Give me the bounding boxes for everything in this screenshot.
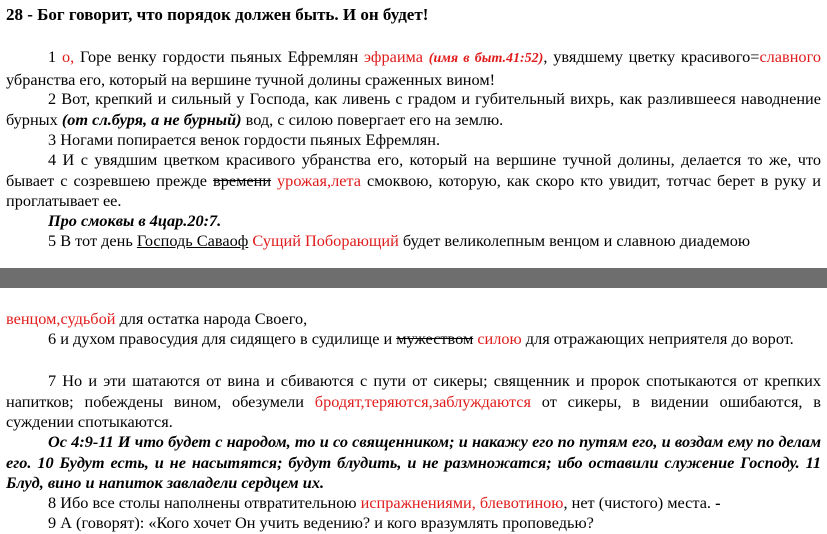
verse-1-text-b: , увядшему цветку красивого= xyxy=(543,47,760,66)
page-bottom xyxy=(0,288,827,532)
verse-1 xyxy=(6,47,821,90)
struck-word: времени xyxy=(213,170,272,190)
verse-5-cont-text: для остатка народа Своего, xyxy=(119,309,308,328)
verse-2-text: 2 Вот, крепкий и сильный у Господа, как ливень с градом и губительный вихрь, как разлившееся наводнение бурных xyxy=(6,89,821,129)
page-break xyxy=(0,268,827,288)
verse-6 xyxy=(6,329,821,350)
correction-brodyat: бродят,теряются,заблуждаются xyxy=(314,391,531,411)
verse-5-continued xyxy=(6,309,821,330)
correction-sushchiy: Сущий Поборающий xyxy=(252,231,399,250)
correction-siloyu: силою xyxy=(477,329,522,348)
verse-2 xyxy=(6,89,821,130)
verse-1-note: (имя в быт.41:52) xyxy=(428,51,544,66)
verse-9-partial: 9 А (говорят): «Кого хочет Он учить ведению? и кого вразумлять проповедью? xyxy=(48,513,594,532)
verse-5-text-b: будет великолепным венцом и славною диадемою xyxy=(402,231,751,250)
verse-3: 3 Ногами попирается венок гордости пьяных Ефремлян. xyxy=(48,130,441,149)
verse-7-text-b: от сикеры, в видении ошибаются, в суждении спотыкаются. xyxy=(6,391,821,431)
verse-8-text: 8 Ибо все столы наполнены отвратительною xyxy=(48,493,357,512)
verse-4-text: 4 И с увядшим цветком красивого убранства его, который на вершине тучной долины, делается то же, что бывает с созревшею прежде xyxy=(6,150,821,190)
verse-4-text-b: смоквою, которую, как скоро кто увидит, тотчас берет в руку и проглатывает ее. xyxy=(6,170,822,210)
verse-4 xyxy=(6,150,821,212)
correction-efraim: эфраима xyxy=(364,47,423,66)
verse-5-text: 5 В тот день xyxy=(48,231,133,250)
verse-6-text-b: для отражающих неприятеля до ворот. xyxy=(525,329,794,348)
correction-ispr: испражнениями, блевотиною xyxy=(360,493,564,512)
verse-6-text: 6 и духом правосудия для сидящего в судилище и xyxy=(48,329,393,348)
struck-word-2: мужеством xyxy=(396,329,474,348)
verse-1-text-c: убранства его, который на вершине тучной долины сраженных вином! xyxy=(6,69,496,89)
verse-number: 1 xyxy=(48,47,57,66)
verse-7 xyxy=(6,371,821,433)
verse-1-text: Горе венку гордости пьяных Ефремлян xyxy=(79,47,359,66)
verse-2-note: (от сл.буря, а не бурный) xyxy=(61,109,242,129)
verse-5 xyxy=(6,231,821,252)
verse-7-text: 7 Но и эти шатаются от вина и сбиваются с пути от сикеры; священник и пророк спотыкаются от крепких напитков; побеждены вином, обезумели xyxy=(6,371,821,411)
page-heading: 28 - Бог говорит, что порядок должен быть. И он будет! xyxy=(6,5,429,24)
verse-8-text-b: , нет (чистого) места. xyxy=(563,493,712,512)
correction-slavnogo: славного xyxy=(759,47,821,66)
lord-name: Господь Саваоф xyxy=(136,231,249,250)
correction-ventsom: венцом,судьбой xyxy=(6,309,116,328)
interjection: о, xyxy=(61,47,75,66)
dash: - xyxy=(715,493,721,512)
reference-1: Про смоквы в 4цар.20:7. xyxy=(48,211,222,230)
reference-2: Ос 4:9-11 И что будет с народом, то и со священником; и накажу его по путям его, и воздам ему по делам его. 10 Будут есть, и не насытятся; будут блудить, и не размножатся; ибо оставили служение Господу. 11 Блуд, вино и напиток завладели сердцем их. xyxy=(6,432,821,492)
correction-urozhaya: урожая,лета xyxy=(277,170,361,190)
verse-2-text-b: вод, с силою повергает его на землю. xyxy=(245,109,504,129)
